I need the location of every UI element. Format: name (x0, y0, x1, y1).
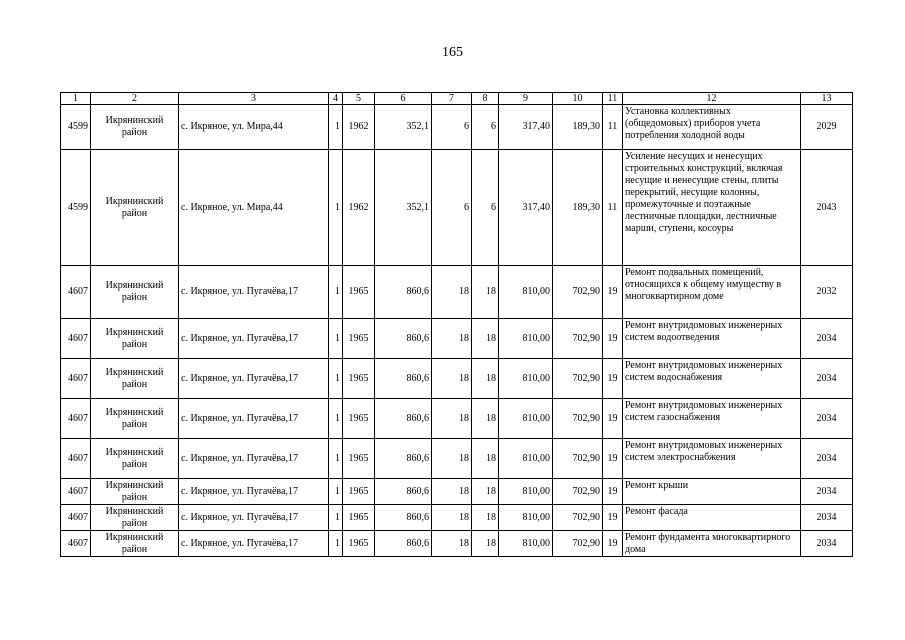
col4-cell: 1 (329, 150, 343, 266)
work-type-text: Установка коллективных (общедомовых) приборов учета потребления холодной воды (625, 106, 761, 141)
col11-cell: 19 (603, 266, 623, 319)
district-cell: Икрянинский район (91, 531, 179, 557)
work-type-cell (623, 359, 801, 399)
col4-cell: 1 (329, 505, 343, 531)
col9-cell: 810,00 (499, 505, 553, 531)
work-type-cell (623, 266, 801, 319)
id-cell: 4607 (61, 399, 91, 439)
col4-cell: 1 (329, 266, 343, 319)
id-cell: 4599 (61, 150, 91, 266)
id-cell: 4599 (61, 105, 91, 150)
col8-cell: 18 (472, 266, 499, 319)
col8-cell: 18 (472, 319, 499, 359)
col10-cell: 702,90 (553, 319, 603, 359)
column-header: 11 (603, 93, 623, 105)
col11-cell: 11 (603, 150, 623, 266)
col11-cell: 19 (603, 479, 623, 505)
district-cell: Икрянинский район (91, 505, 179, 531)
id-cell: 4607 (61, 479, 91, 505)
area-cell: 352,1 (375, 105, 432, 150)
address-cell: с. Икряное, ул. Пугачёва,17 (179, 531, 329, 557)
plan-year-cell: 2034 (801, 505, 853, 531)
col9-cell: 317,40 (499, 105, 553, 150)
col11-cell: 19 (603, 399, 623, 439)
col10-cell: 702,90 (553, 479, 603, 505)
work-type-cell (623, 531, 801, 557)
col7-cell: 6 (432, 105, 472, 150)
district-cell: Икрянинский район (91, 399, 179, 439)
col10-cell: 702,90 (553, 399, 603, 439)
work-type-cell (623, 399, 801, 439)
column-header: 8 (472, 93, 499, 105)
col9-cell: 810,00 (499, 531, 553, 557)
work-type-cell (623, 439, 801, 479)
col4-cell: 1 (329, 531, 343, 557)
col9-cell: 317,40 (499, 150, 553, 266)
work-type-text: Усиление несущих и ненесущих строительных конструкций, включая несущие и ненесущие стены, плиты перекрытий, несущие колонны, промежуточные и поэтажные лестничные площадки, лестничные марши, ступени, косоуры (625, 151, 783, 234)
col11-cell: 19 (603, 319, 623, 359)
plan-year-cell: 2034 (801, 399, 853, 439)
id-cell: 4607 (61, 359, 91, 399)
col8-cell: 18 (472, 479, 499, 505)
year-cell: 1965 (343, 439, 375, 479)
col4-cell: 1 (329, 399, 343, 439)
district-cell: Икрянинский район (91, 439, 179, 479)
column-header: 9 (499, 93, 553, 105)
area-cell: 860,6 (375, 531, 432, 557)
work-type-text: Ремонт подвальных помещений, относящихся к общему имуществу в многоквартирном доме (625, 267, 782, 302)
year-cell: 1965 (343, 531, 375, 557)
table-row (61, 479, 853, 505)
area-cell: 860,6 (375, 479, 432, 505)
area-cell: 352,1 (375, 150, 432, 266)
year-cell: 1962 (343, 105, 375, 150)
work-type-text: Ремонт внутридомовых инженерных систем водоотведения (625, 320, 783, 343)
area-cell: 860,6 (375, 399, 432, 439)
district-cell: Икрянинский район (91, 266, 179, 319)
col11-cell: 19 (603, 505, 623, 531)
table-row (61, 439, 853, 479)
id-cell: 4607 (61, 531, 91, 557)
address-cell: с. Икряное, ул. Пугачёва,17 (179, 399, 329, 439)
col4-cell: 1 (329, 439, 343, 479)
page-number: 165 (442, 45, 463, 60)
address-cell: с. Икряное, ул. Пугачёва,17 (179, 479, 329, 505)
year-cell: 1965 (343, 505, 375, 531)
col7-cell: 18 (432, 505, 472, 531)
column-header: 10 (553, 93, 603, 105)
col11-cell: 19 (603, 531, 623, 557)
table-body (61, 105, 853, 557)
table-row (61, 399, 853, 439)
year-cell: 1965 (343, 479, 375, 505)
address-cell: с. Икряное, ул. Пугачёва,17 (179, 505, 329, 531)
col7-cell: 18 (432, 479, 472, 505)
col10-cell: 702,90 (553, 359, 603, 399)
plan-year-cell: 2034 (801, 319, 853, 359)
col8-cell: 18 (472, 399, 499, 439)
id-cell: 4607 (61, 505, 91, 531)
col9-cell: 810,00 (499, 266, 553, 319)
column-header: 2 (91, 93, 179, 105)
area-cell: 860,6 (375, 439, 432, 479)
district-cell: Икрянинский район (91, 319, 179, 359)
col11-cell: 19 (603, 439, 623, 479)
column-header: 12 (623, 93, 801, 105)
plan-year-cell: 2034 (801, 359, 853, 399)
plan-year-cell: 2034 (801, 531, 853, 557)
address-cell: с. Икряное, ул. Мира,44 (179, 150, 329, 266)
column-header: 7 (432, 93, 472, 105)
year-cell: 1965 (343, 359, 375, 399)
col8-cell: 18 (472, 531, 499, 557)
column-header: 13 (801, 93, 853, 105)
area-cell: 860,6 (375, 505, 432, 531)
work-type-cell (623, 505, 801, 531)
column-header: 5 (343, 93, 375, 105)
plan-year-cell: 2034 (801, 479, 853, 505)
work-type-text: Ремонт крыши (625, 480, 689, 491)
column-number-header (61, 93, 853, 105)
col7-cell: 18 (432, 266, 472, 319)
column-header: 4 (329, 93, 343, 105)
col10-cell: 189,30 (553, 150, 603, 266)
year-cell: 1962 (343, 150, 375, 266)
work-type-cell (623, 150, 801, 266)
col8-cell: 6 (472, 105, 499, 150)
id-cell: 4607 (61, 266, 91, 319)
col4-cell: 1 (329, 319, 343, 359)
address-cell: с. Икряное, ул. Мира,44 (179, 105, 329, 150)
work-type-text: Ремонт внутридомовых инженерных систем электроснабжения (625, 440, 783, 463)
column-header: 3 (179, 93, 329, 105)
table-row (61, 359, 853, 399)
col8-cell: 18 (472, 439, 499, 479)
column-header: 6 (375, 93, 432, 105)
district-cell: Икрянинский район (91, 479, 179, 505)
table-row (61, 105, 853, 150)
district-cell: Икрянинский район (91, 359, 179, 399)
plan-year-cell: 2029 (801, 105, 853, 150)
work-type-cell (623, 105, 801, 150)
col11-cell: 11 (603, 105, 623, 150)
table-row (61, 319, 853, 359)
work-type-text: Ремонт внутридомовых инженерных систем газоснабжения (625, 400, 783, 423)
col11-cell: 19 (603, 359, 623, 399)
work-type-cell (623, 319, 801, 359)
col4-cell: 1 (329, 105, 343, 150)
col4-cell: 1 (329, 359, 343, 399)
plan-year-cell: 2043 (801, 150, 853, 266)
col7-cell: 18 (432, 439, 472, 479)
col10-cell: 702,90 (553, 531, 603, 557)
id-cell: 4607 (61, 319, 91, 359)
table-row (61, 505, 853, 531)
area-cell: 860,6 (375, 266, 432, 319)
address-cell: с. Икряное, ул. Пугачёва,17 (179, 359, 329, 399)
table-row (61, 531, 853, 557)
area-cell: 860,6 (375, 359, 432, 399)
year-cell: 1965 (343, 319, 375, 359)
col8-cell: 6 (472, 150, 499, 266)
col7-cell: 18 (432, 531, 472, 557)
work-type-cell (623, 479, 801, 505)
col10-cell: 189,30 (553, 105, 603, 150)
col8-cell: 18 (472, 505, 499, 531)
district-cell: Икрянинский район (91, 105, 179, 150)
table-row (61, 150, 853, 266)
col9-cell: 810,00 (499, 399, 553, 439)
work-type-text: Ремонт фундамента многоквартирного дома (625, 532, 791, 555)
housing-repair-table (60, 92, 853, 557)
col9-cell: 810,00 (499, 359, 553, 399)
work-type-text: Ремонт фасада (625, 506, 688, 517)
work-type-text: Ремонт внутридомовых инженерных систем водоснабжения (625, 360, 783, 383)
col7-cell: 18 (432, 359, 472, 399)
year-cell: 1965 (343, 399, 375, 439)
year-cell: 1965 (343, 266, 375, 319)
col7-cell: 18 (432, 399, 472, 439)
col9-cell: 810,00 (499, 479, 553, 505)
col10-cell: 702,90 (553, 505, 603, 531)
table-row (61, 266, 853, 319)
col4-cell: 1 (329, 479, 343, 505)
id-cell: 4607 (61, 439, 91, 479)
district-cell: Икрянинский район (91, 150, 179, 266)
col7-cell: 6 (432, 150, 472, 266)
area-cell: 860,6 (375, 319, 432, 359)
address-cell: с. Икряное, ул. Пугачёва,17 (179, 439, 329, 479)
col8-cell: 18 (472, 359, 499, 399)
col10-cell: 702,90 (553, 439, 603, 479)
col7-cell: 18 (432, 319, 472, 359)
plan-year-cell: 2034 (801, 439, 853, 479)
address-cell: с. Икряное, ул. Пугачёва,17 (179, 266, 329, 319)
col10-cell: 702,90 (553, 266, 603, 319)
column-header: 1 (61, 93, 91, 105)
col9-cell: 810,00 (499, 439, 553, 479)
col9-cell: 810,00 (499, 319, 553, 359)
address-cell: с. Икряное, ул. Пугачёва,17 (179, 319, 329, 359)
plan-year-cell: 2032 (801, 266, 853, 319)
